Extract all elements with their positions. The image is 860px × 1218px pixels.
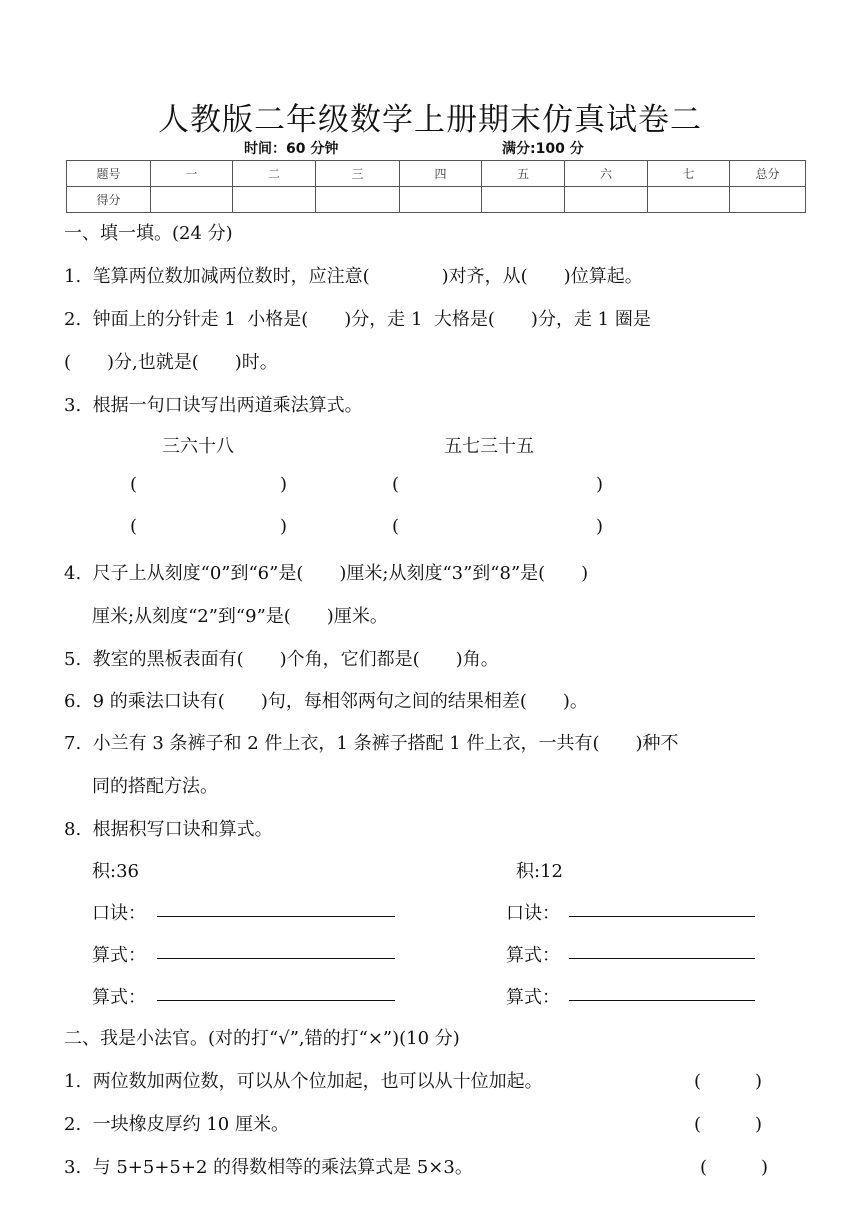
exam-time: 时间：60 分钟 xyxy=(244,141,339,157)
judge-answer-blank[interactable]: ( ) xyxy=(694,1071,763,1092)
question-1-3: 3. 根据一句口诀写出两道乘法算式。 xyxy=(64,395,363,416)
suanshi-answer-line[interactable] xyxy=(157,1000,395,1001)
q8-product-12: 积:12 xyxy=(516,861,563,882)
judge-answer-blank[interactable]: ( ) xyxy=(700,1157,769,1178)
score-cell-6: 六 xyxy=(565,161,648,187)
q8-product-36: 积:36 xyxy=(92,861,139,882)
score-cell-4: 四 xyxy=(400,161,482,187)
suanshi-answer-line[interactable] xyxy=(569,958,755,959)
score-row-label: 得分 xyxy=(67,187,151,213)
paren-open: ( xyxy=(392,474,400,495)
score-cell-5: 五 xyxy=(482,161,565,187)
suanshi-label: 算式： xyxy=(506,945,560,966)
question-1-4b: 厘米;从刻度“2”到“9”是( )厘米。 xyxy=(92,606,388,627)
paren-close: ) xyxy=(280,474,288,495)
score-input-1[interactable] xyxy=(151,187,233,213)
score-cell-1: 一 xyxy=(151,161,233,187)
question-2-2: 2. 一块橡皮厚约 10 厘米。 xyxy=(64,1114,289,1135)
paren-close: ) xyxy=(280,516,288,537)
score-input-4[interactable] xyxy=(400,187,482,213)
question-1-1: 1. 笔算两位数加减两位数时，应注意( )对齐，从( )位算起。 xyxy=(64,266,643,287)
paren-close: ) xyxy=(596,474,604,495)
suanshi-answer-line[interactable] xyxy=(569,1000,755,1001)
paren-open: ( xyxy=(392,516,400,537)
score-input-total[interactable] xyxy=(730,187,806,213)
q3-koujue-2: 五七三十五 xyxy=(444,436,534,457)
question-1-8: 8. 根据积写口诀和算式。 xyxy=(64,819,273,840)
question-1-4a: 4. 尺子上从刻度“0”到“6”是( )厘米;从刻度“3”到“8”是( ) xyxy=(64,563,589,584)
score-input-7[interactable] xyxy=(648,187,730,213)
question-1-7a: 7. 小兰有 3 条裤子和 2 件上衣，1 条裤子搭配 1 件上衣，一共有( )种不 xyxy=(64,733,679,754)
score-input-5[interactable] xyxy=(482,187,565,213)
score-cell-3: 三 xyxy=(316,161,400,187)
question-1-2b: ( )分,也就是( )时。 xyxy=(64,352,278,373)
page-title: 人教版二年级数学上册期末仿真试卷二 xyxy=(158,102,702,138)
score-input-2[interactable] xyxy=(233,187,316,213)
score-cell-7: 七 xyxy=(648,161,730,187)
judge-answer-blank[interactable]: ( ) xyxy=(694,1114,763,1135)
suanshi-label: 算式： xyxy=(92,945,146,966)
score-input-3[interactable] xyxy=(316,187,400,213)
score-input-6[interactable] xyxy=(565,187,648,213)
score-table xyxy=(66,160,806,213)
paren-close: ) xyxy=(596,516,604,537)
question-1-6: 6. 9 的乘法口诀有( )句，每相邻两句之间的结果相差( )。 xyxy=(64,691,588,712)
paren-open: ( xyxy=(130,516,138,537)
question-1-5: 5. 教室的黑板表面有( )个角，它们都是( )角。 xyxy=(64,649,499,670)
score-cell-label: 题号 xyxy=(67,161,151,187)
question-1-7b: 同的搭配方法。 xyxy=(92,776,218,797)
score-table-score-row xyxy=(67,187,806,213)
score-cell-2: 二 xyxy=(233,161,316,187)
paren-open: ( xyxy=(130,474,138,495)
koujue-answer-line[interactable] xyxy=(569,916,755,917)
koujue-label: 口诀： xyxy=(506,903,560,924)
suanshi-label: 算式： xyxy=(506,987,560,1008)
question-2-1: 1. 两位数加两位数，可以从个位加起，也可以从十位加起。 xyxy=(64,1071,543,1092)
q3-koujue-1: 三六十八 xyxy=(162,436,234,457)
section2-heading: 二、我是小法官。(对的打“√”,错的打“×”)(10 分) xyxy=(64,1028,460,1049)
koujue-answer-line[interactable] xyxy=(157,916,395,917)
question-2-3: 3. 与 5+5+5+2 的得数相等的乘法算式是 5×3。 xyxy=(64,1157,473,1178)
full-score: 满分:100 分 xyxy=(502,141,584,157)
score-table-header-row xyxy=(67,161,806,187)
koujue-label: 口诀： xyxy=(92,903,146,924)
question-1-2a: 2. 钟面上的分针走 1 小格是( )分，走 1 大格是( )分，走 1 圈是 xyxy=(64,309,651,330)
section1-heading: 一、填一填。(24 分) xyxy=(64,223,233,244)
suanshi-label: 算式： xyxy=(92,987,146,1008)
score-cell-total: 总分 xyxy=(730,161,806,187)
suanshi-answer-line[interactable] xyxy=(157,958,395,959)
